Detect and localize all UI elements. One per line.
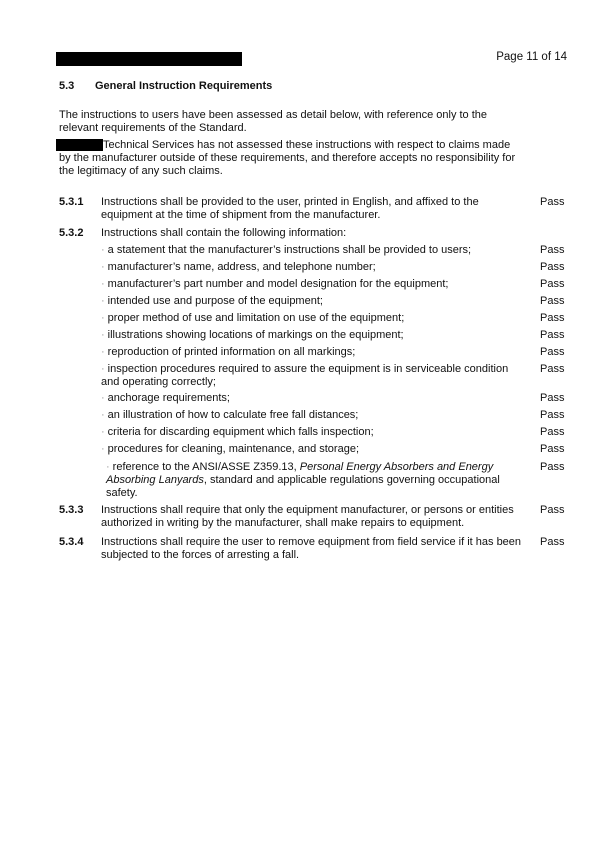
status-pass: Pass [540, 295, 565, 307]
sub-item-text: · procedures for cleaning, maintenance, and storage; [101, 443, 359, 455]
bullet-dot: · [101, 426, 105, 438]
bullet-dot: · [101, 346, 105, 358]
status-pass: Pass [540, 504, 565, 516]
requirement-text: Instructions shall contain the following information: [101, 227, 347, 239]
page-number: Page 11 of 14 [496, 51, 567, 63]
sub-item-text: · anchorage requirements; [101, 392, 230, 404]
sub-item-text: · criteria for discarding equipment which falls inspection; [101, 426, 374, 438]
status-pass: Pass [540, 196, 565, 208]
sub-item-text: · inspection procedures required to assure the equipment is in serviceable condition and operating correctly; [101, 363, 509, 388]
bullet-dot: · [101, 363, 105, 375]
status-pass: Pass [540, 392, 565, 404]
bullet-dot: · [101, 295, 105, 307]
status-pass: Pass [540, 346, 565, 358]
requirement-number: 5.3.4 [59, 536, 84, 548]
status-pass: Pass [540, 363, 565, 375]
bullet-dot: · [101, 409, 105, 421]
requirement-number: 5.3.2 [59, 227, 84, 239]
redacted-header-block [56, 52, 242, 66]
sub-item-text: · a statement that the manufacturer’s instructions shall be provided to users; [101, 244, 472, 256]
status-pass: Pass [540, 409, 565, 421]
bullet-dot: · [101, 312, 105, 324]
status-pass: Pass [540, 536, 565, 548]
sub-item-text: · intended use and purpose of the equipment; [101, 295, 323, 307]
intro-paragraph-2 [59, 139, 519, 178]
bullet-dot: · [101, 278, 105, 290]
requirement-text: Instructions shall require the user to remove equipment from field service if it has been subjected to the forces of arresting a fall. [101, 536, 522, 561]
requirement-number: 5.3.1 [59, 196, 84, 208]
intro-paragraph-1: The instructions to users have been assessed as detail below, with reference only to the relevant requirements of the Standard. [59, 109, 488, 134]
status-pass: Pass [540, 244, 565, 256]
status-pass: Pass [540, 461, 565, 473]
sub-item-text: · reference to the ANSI/ASSE Z359.13, Personal Energy Absorbers and Energy Absorbing Lanyards, standard and applicable regulations governing occupational safety. [106, 461, 500, 499]
sub-item-text: · manufacturer’s name, address, and telephone number; [101, 261, 376, 273]
status-pass: Pass [540, 278, 565, 290]
bullet-dot: · [101, 329, 105, 341]
sub-item-text: · reproduction of printed information on all markings; [101, 346, 356, 358]
bullet-dot: · [101, 244, 105, 256]
bullet-dot: · [101, 392, 105, 404]
status-pass: Pass [540, 426, 565, 438]
sub-item-text: · proper method of use and limitation on use of the equipment; [101, 312, 405, 324]
status-pass: Pass [540, 261, 565, 273]
section-heading [59, 80, 272, 93]
sub-item-text: · illustrations showing locations of markings on the equipment; [101, 329, 404, 341]
requirement-text: Instructions shall require that only the equipment manufacturer, or persons or entities authorized in writing by the manufacturer, shall make repairs to equipment. [101, 504, 514, 529]
bullet-dot: · [106, 461, 110, 473]
standard-title: Personal Energy Absorbers and Energy Absorbing Lanyards [106, 461, 494, 486]
intro-paragraph-2-text: Technical Services has not assessed these instructions with respect to claims made by the manufacturer outside of these requirements, and therefore accepts no responsibility for the legitimacy of any such claims. [59, 139, 516, 177]
status-pass: Pass [540, 329, 565, 341]
section-number: 5.3 [59, 80, 75, 92]
status-pass: Pass [540, 443, 565, 455]
sub-item-text: · manufacturer’s part number and model designation for the equipment; [101, 278, 449, 290]
section-title: General Instruction Requirements [95, 80, 273, 92]
bullet-dot: · [101, 443, 105, 455]
sub-item-text: · an illustration of how to calculate free fall distances; [101, 409, 359, 421]
requirement-number: 5.3.3 [59, 504, 84, 516]
requirement-text: Instructions shall be provided to the user, printed in English, and affixed to the equipment at the time of shipment from the manufacturer. [101, 196, 479, 221]
bullet-dot: · [101, 261, 105, 273]
status-pass: Pass [540, 312, 565, 324]
